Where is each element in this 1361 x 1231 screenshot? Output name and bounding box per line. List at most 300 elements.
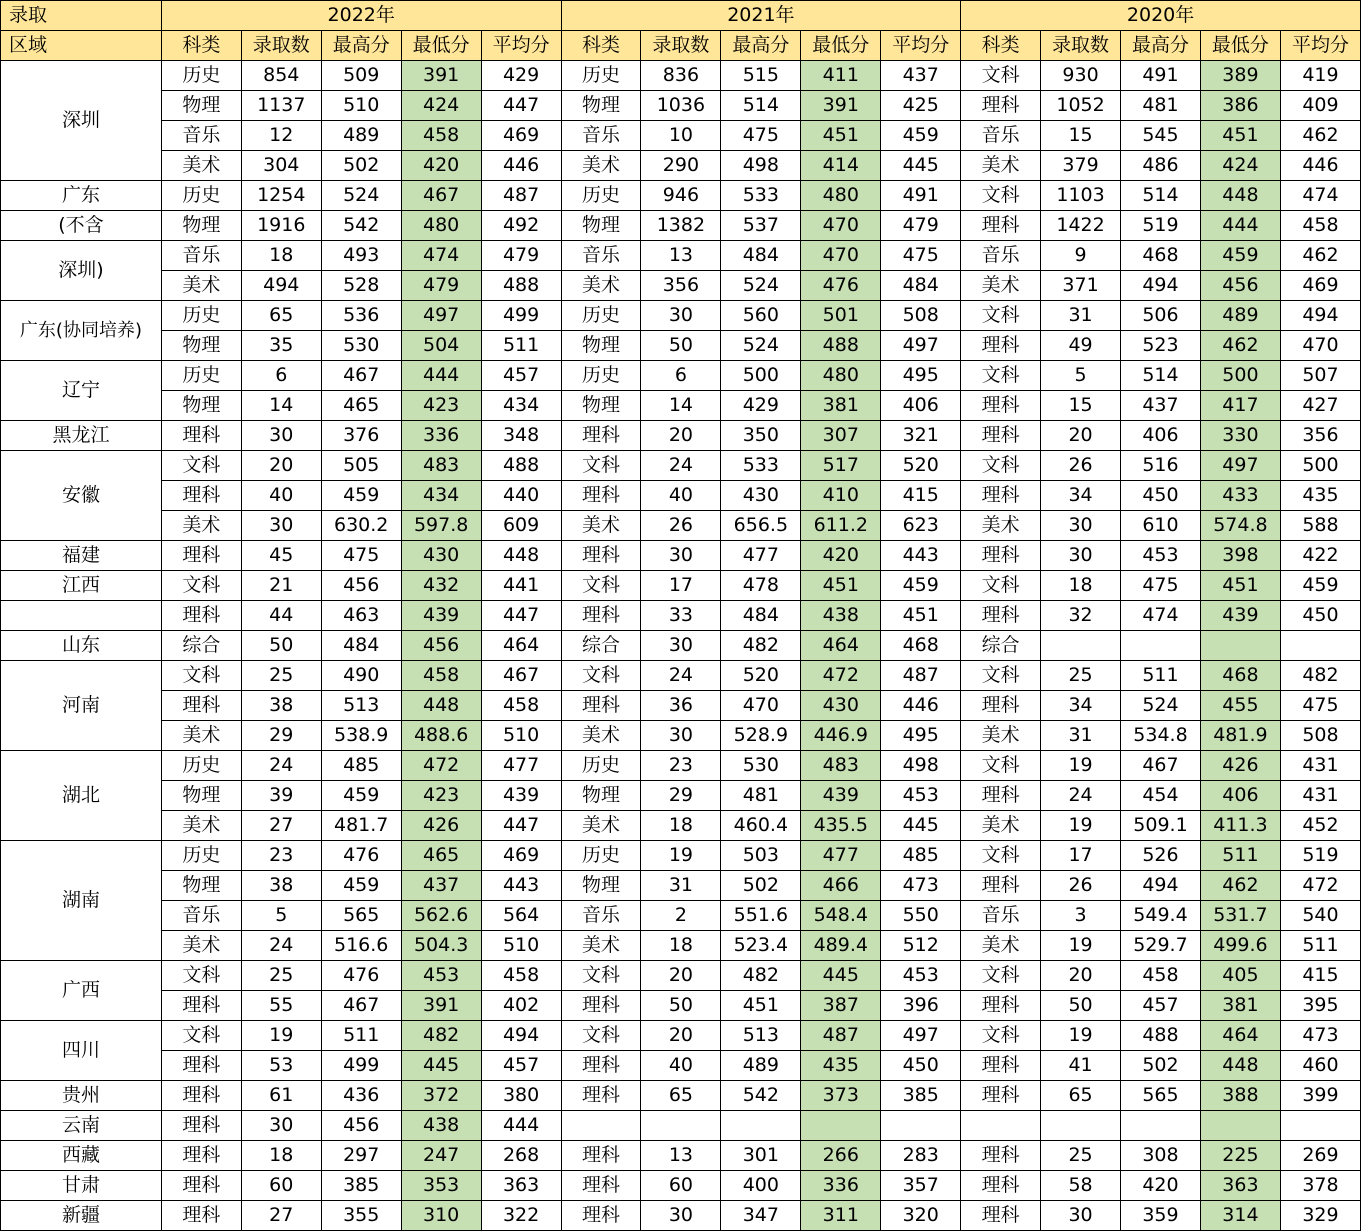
- table-row: [1, 1111, 1361, 1141]
- 2020-max-score-cell: 529.7: [1121, 931, 1201, 961]
- 2020-subject-cell: 文科: [961, 361, 1041, 391]
- 2021-min-score-cell: 464: [801, 631, 881, 661]
- 2022-min-score-cell: 430: [401, 541, 481, 571]
- 2022-admitted-cell: 5: [241, 901, 321, 931]
- 2021-subject-cell: 音乐: [561, 241, 641, 271]
- 2020-min-score-cell: 433: [1200, 481, 1280, 511]
- 2022-admitted-cell: 1254: [241, 181, 321, 211]
- 2020-avg-score-cell: 494: [1280, 301, 1360, 331]
- table-row: [1, 391, 1361, 421]
- 2021-admitted-cell: 24: [641, 451, 721, 481]
- 2022-admitted-cell: 35: [241, 331, 321, 361]
- 2020-min-score-cell: 468: [1200, 661, 1280, 691]
- 2022-min-score-cell: 247: [401, 1141, 481, 1171]
- 2020-subject-cell: 美术: [961, 151, 1041, 181]
- 2021-subject-cell: 文科: [561, 661, 641, 691]
- 2022-avg-score-cell: 439: [481, 781, 561, 811]
- 2021-subject-cell: 历史: [561, 361, 641, 391]
- region-cell: 甘肃: [1, 1171, 162, 1201]
- 2021-min-score-cell: 446.9: [801, 721, 881, 751]
- 2021-avg-score-cell: 320: [881, 1201, 961, 1231]
- 2022-max-score-cell: 509: [321, 61, 401, 91]
- 2022-admitted-cell: 20: [241, 451, 321, 481]
- table-row: [1, 151, 1361, 181]
- 2021-subject-cell: 理科: [561, 541, 641, 571]
- 2022-max-score-cell: 565: [321, 901, 401, 931]
- 2020-max-score-cell: [1121, 631, 1201, 661]
- column-header-subject: 科类: [561, 31, 641, 61]
- table-row: [1, 751, 1361, 781]
- 2021-subject-cell: 理科: [561, 691, 641, 721]
- 2022-min-score-cell: 372: [401, 1081, 481, 1111]
- 2020-avg-score-cell: 511: [1280, 931, 1360, 961]
- 2022-avg-score-cell: 402: [481, 991, 561, 1021]
- 2022-max-score-cell: 493: [321, 241, 401, 271]
- 2021-avg-score-cell: 437: [881, 61, 961, 91]
- 2020-max-score-cell: 514: [1121, 181, 1201, 211]
- 2020-avg-score-cell: 435: [1280, 481, 1360, 511]
- 2022-max-score-cell: 355: [321, 1201, 401, 1231]
- 2022-max-score-cell: 516.6: [321, 931, 401, 961]
- 2020-admitted-cell: 25: [1041, 1141, 1121, 1171]
- 2020-max-score-cell: 514: [1121, 361, 1201, 391]
- 2020-min-score-cell: 398: [1200, 541, 1280, 571]
- 2020-avg-score-cell: 507: [1280, 361, 1360, 391]
- 2021-admitted-cell: 20: [641, 1021, 721, 1051]
- 2020-subject-cell: 文科: [961, 451, 1041, 481]
- table-row: [1, 481, 1361, 511]
- 2020-max-score-cell: 524: [1121, 691, 1201, 721]
- 2021-admitted-cell: 20: [641, 961, 721, 991]
- 2022-admitted-cell: 304: [241, 151, 321, 181]
- 2022-admitted-cell: 854: [241, 61, 321, 91]
- 2020-avg-score-cell: 540: [1280, 901, 1360, 931]
- 2020-max-score-cell: 359: [1121, 1201, 1201, 1231]
- 2022-min-score-cell: 424: [401, 91, 481, 121]
- 2022-avg-score-cell: 467: [481, 661, 561, 691]
- 2021-avg-score-cell: 484: [881, 271, 961, 301]
- 2021-admitted-cell: 30: [641, 541, 721, 571]
- 2022-subject-cell: 理科: [161, 991, 241, 1021]
- 2022-avg-score-cell: 457: [481, 361, 561, 391]
- 2020-min-score-cell: 388: [1200, 1081, 1280, 1111]
- 2020-subject-cell: [961, 1111, 1041, 1141]
- region-cell: 江西: [1, 571, 162, 601]
- 2021-min-score-cell: 489.4: [801, 931, 881, 961]
- 2020-subject-cell: 理科: [961, 1081, 1041, 1111]
- 2021-subject-cell: 文科: [561, 451, 641, 481]
- table-row: [1, 121, 1361, 151]
- 2021-max-score-cell: 477: [721, 541, 801, 571]
- 2021-admitted-cell: 36: [641, 691, 721, 721]
- 2021-max-score-cell: 515: [721, 61, 801, 91]
- table-row: [1, 451, 1361, 481]
- 2020-avg-score-cell: 519: [1280, 841, 1360, 871]
- table-row: [1, 721, 1361, 751]
- region-cell: 广东: [1, 181, 162, 211]
- 2020-subject-cell: 理科: [961, 391, 1041, 421]
- 2022-max-score-cell: 456: [321, 1111, 401, 1141]
- 2022-subject-cell: 文科: [161, 1021, 241, 1051]
- 2022-subject-cell: 历史: [161, 181, 241, 211]
- 2022-subject-cell: 历史: [161, 301, 241, 331]
- table-row: [1, 1021, 1361, 1051]
- 2020-admitted-cell: 58: [1041, 1171, 1121, 1201]
- 2022-subject-cell: 文科: [161, 571, 241, 601]
- 2022-min-score-cell: 488.6: [401, 721, 481, 751]
- 2022-avg-score-cell: 488: [481, 271, 561, 301]
- 2022-admitted-cell: 24: [241, 931, 321, 961]
- 2020-max-score-cell: 610: [1121, 511, 1201, 541]
- region-cell: 湖南: [1, 841, 162, 961]
- 2021-min-score-cell: 438: [801, 601, 881, 631]
- 2020-subject-cell: 理科: [961, 1171, 1041, 1201]
- 2020-min-score-cell: 451: [1200, 571, 1280, 601]
- 2021-avg-score-cell: 495: [881, 721, 961, 751]
- 2021-admitted-cell: 29: [641, 781, 721, 811]
- 2021-min-score-cell: 387: [801, 991, 881, 1021]
- 2021-subject-cell: 理科: [561, 421, 641, 451]
- 2020-min-score-cell: 406: [1200, 781, 1280, 811]
- region-cell: 四川: [1, 1021, 162, 1081]
- 2021-max-score-cell: 542: [721, 1081, 801, 1111]
- 2022-max-score-cell: 385: [321, 1171, 401, 1201]
- 2022-avg-score-cell: 447: [481, 91, 561, 121]
- 2021-min-score-cell: 336: [801, 1171, 881, 1201]
- 2021-avg-score-cell: 357: [881, 1171, 961, 1201]
- 2022-min-score-cell: 467: [401, 181, 481, 211]
- 2020-admitted-cell: 34: [1041, 481, 1121, 511]
- 2021-avg-score-cell: 475: [881, 241, 961, 271]
- 2020-admitted-cell: 17: [1041, 841, 1121, 871]
- 2020-avg-score-cell: 462: [1280, 241, 1360, 271]
- 2022-admitted-cell: 38: [241, 691, 321, 721]
- 2022-min-score-cell: 456: [401, 631, 481, 661]
- 2020-admitted-cell: 15: [1041, 121, 1121, 151]
- 2020-avg-score-cell: 469: [1280, 271, 1360, 301]
- 2022-subject-cell: 理科: [161, 541, 241, 571]
- 2020-admitted-cell: 30: [1041, 541, 1121, 571]
- 2021-admitted-cell: [641, 1111, 721, 1141]
- 2022-max-score-cell: 475: [321, 541, 401, 571]
- 2021-subject-cell: 理科: [561, 991, 641, 1021]
- 2022-subject-cell: 文科: [161, 961, 241, 991]
- 2021-admitted-cell: 1036: [641, 91, 721, 121]
- table-row: [1, 271, 1361, 301]
- 2020-subject-cell: 美术: [961, 511, 1041, 541]
- 2022-max-score-cell: 476: [321, 961, 401, 991]
- 2022-subject-cell: 理科: [161, 1171, 241, 1201]
- 2020-min-score-cell: 481.9: [1200, 721, 1280, 751]
- 2022-admitted-cell: 40: [241, 481, 321, 511]
- 2021-min-score-cell: 472: [801, 661, 881, 691]
- 2022-admitted-cell: 19: [241, 1021, 321, 1051]
- 2022-max-score-cell: 538.9: [321, 721, 401, 751]
- 2022-avg-score-cell: 457: [481, 1051, 561, 1081]
- table-row: [1, 661, 1361, 691]
- 2021-min-score-cell: 470: [801, 211, 881, 241]
- 2022-avg-score-cell: 510: [481, 721, 561, 751]
- 2020-admitted-cell: [1041, 1111, 1121, 1141]
- 2020-avg-score-cell: 459: [1280, 571, 1360, 601]
- region-cell: 广西: [1, 961, 162, 1021]
- 2022-max-score-cell: 505: [321, 451, 401, 481]
- 2020-admitted-cell: 41: [1041, 1051, 1121, 1081]
- 2021-avg-score-cell: 445: [881, 151, 961, 181]
- 2021-avg-score-cell: 415: [881, 481, 961, 511]
- 2021-min-score-cell: 483: [801, 751, 881, 781]
- 2021-max-score-cell: 524: [721, 331, 801, 361]
- 2022-admitted-cell: 27: [241, 1201, 321, 1231]
- 2021-admitted-cell: 26: [641, 511, 721, 541]
- table-body: [1, 61, 1361, 1231]
- 2022-min-score-cell: 480: [401, 211, 481, 241]
- 2022-subject-cell: 理科: [161, 1111, 241, 1141]
- 2020-admitted-cell: 20: [1041, 961, 1121, 991]
- 2022-admitted-cell: 23: [241, 841, 321, 871]
- 2021-min-score-cell: 311: [801, 1201, 881, 1231]
- table-row: [1, 331, 1361, 361]
- table-row: [1, 691, 1361, 721]
- 2021-min-score-cell: 420: [801, 541, 881, 571]
- 2022-admitted-cell: 27: [241, 811, 321, 841]
- 2021-max-score-cell: 347: [721, 1201, 801, 1231]
- 2020-avg-score-cell: 395: [1280, 991, 1360, 1021]
- 2022-min-score-cell: 420: [401, 151, 481, 181]
- 2021-admitted-cell: 13: [641, 241, 721, 271]
- 2020-subject-cell: 理科: [961, 1141, 1041, 1171]
- table-row: [1, 901, 1361, 931]
- 2020-avg-score-cell: 482: [1280, 661, 1360, 691]
- 2022-max-score-cell: 476: [321, 841, 401, 871]
- 2021-avg-score-cell: 451: [881, 601, 961, 631]
- 2021-admitted-cell: 30: [641, 301, 721, 331]
- 2020-max-score-cell: 420: [1121, 1171, 1201, 1201]
- 2021-avg-score-cell: [881, 1111, 961, 1141]
- 2020-subject-cell: 音乐: [961, 901, 1041, 931]
- 2020-subject-cell: 理科: [961, 481, 1041, 511]
- 2022-max-score-cell: 459: [321, 481, 401, 511]
- 2021-subject-cell: 综合: [561, 631, 641, 661]
- 2021-avg-score-cell: 550: [881, 901, 961, 931]
- 2022-subject-cell: 理科: [161, 1201, 241, 1231]
- 2022-min-score-cell: 426: [401, 811, 481, 841]
- 2021-avg-score-cell: 385: [881, 1081, 961, 1111]
- 2020-min-score-cell: 314: [1200, 1201, 1280, 1231]
- 2022-subject-cell: 历史: [161, 361, 241, 391]
- 2020-admitted-cell: 26: [1041, 451, 1121, 481]
- 2021-min-score-cell: 307: [801, 421, 881, 451]
- 2020-admitted-cell: 19: [1041, 1021, 1121, 1051]
- 2022-subject-cell: 理科: [161, 691, 241, 721]
- 2022-admitted-cell: 25: [241, 661, 321, 691]
- table-row: [1, 991, 1361, 1021]
- 2022-max-score-cell: 511: [321, 1021, 401, 1051]
- 2021-admitted-cell: 836: [641, 61, 721, 91]
- 2020-avg-score-cell: 475: [1280, 691, 1360, 721]
- 2020-avg-score-cell: 508: [1280, 721, 1360, 751]
- 2022-min-score-cell: 423: [401, 391, 481, 421]
- 2021-subject-cell: 美术: [561, 511, 641, 541]
- region-cell: 贵州: [1, 1081, 162, 1111]
- 2021-admitted-cell: 2: [641, 901, 721, 931]
- 2022-max-score-cell: 490: [321, 661, 401, 691]
- 2020-subject-cell: 文科: [961, 1021, 1041, 1051]
- 2022-avg-score-cell: 469: [481, 121, 561, 151]
- table-row: [1, 571, 1361, 601]
- 2022-admitted-cell: 1916: [241, 211, 321, 241]
- 2021-subject-cell: 理科: [561, 1081, 641, 1111]
- 2022-subject-cell: 文科: [161, 451, 241, 481]
- 2020-min-score-cell: 330: [1200, 421, 1280, 451]
- column-header-min: 最低分: [801, 31, 881, 61]
- 2021-avg-score-cell: 497: [881, 331, 961, 361]
- 2020-admitted-cell: 18: [1041, 571, 1121, 601]
- region-cell: 西藏: [1, 1141, 162, 1171]
- 2021-admitted-cell: 20: [641, 421, 721, 451]
- 2022-max-score-cell: 481.7: [321, 811, 401, 841]
- 2020-max-score-cell: 406: [1121, 421, 1201, 451]
- table-row: [1, 781, 1361, 811]
- 2021-avg-score-cell: 453: [881, 961, 961, 991]
- 2021-subject-cell: 理科: [561, 601, 641, 631]
- 2022-admitted-cell: 30: [241, 511, 321, 541]
- 2021-avg-score-cell: 487: [881, 661, 961, 691]
- 2021-max-score-cell: 481: [721, 781, 801, 811]
- 2021-avg-score-cell: 446: [881, 691, 961, 721]
- 2021-avg-score-cell: 453: [881, 781, 961, 811]
- 2020-subject-cell: 美术: [961, 811, 1041, 841]
- 2021-subject-cell: 物理: [561, 781, 641, 811]
- 2022-max-score-cell: 297: [321, 1141, 401, 1171]
- column-header-subject: 科类: [961, 31, 1041, 61]
- 2020-admitted-cell: 50: [1041, 991, 1121, 1021]
- 2022-admitted-cell: 44: [241, 601, 321, 631]
- 2022-min-score-cell: 504.3: [401, 931, 481, 961]
- 2021-min-score-cell: 501: [801, 301, 881, 331]
- 2021-avg-score-cell: 520: [881, 451, 961, 481]
- 2022-admitted-cell: 1137: [241, 91, 321, 121]
- 2020-admitted-cell: 34: [1041, 691, 1121, 721]
- 2020-avg-score-cell: 452: [1280, 811, 1360, 841]
- 2020-max-score-cell: 488: [1121, 1021, 1201, 1051]
- table-row: [1, 811, 1361, 841]
- region-cell: 深圳: [1, 61, 162, 181]
- 2022-admitted-cell: 18: [241, 1141, 321, 1171]
- 2021-avg-score-cell: 445: [881, 811, 961, 841]
- table-row: [1, 91, 1361, 121]
- 2020-max-score-cell: 481: [1121, 91, 1201, 121]
- year-2020-header: 2020年: [961, 1, 1361, 31]
- 2022-max-score-cell: 524: [321, 181, 401, 211]
- 2021-max-score-cell: 533: [721, 181, 801, 211]
- 2022-avg-score-cell: 363: [481, 1171, 561, 1201]
- table-row: [1, 1201, 1361, 1231]
- 2020-subject-cell: 理科: [961, 421, 1041, 451]
- 2020-admitted-cell: 19: [1041, 751, 1121, 781]
- 2022-admitted-cell: 12: [241, 121, 321, 151]
- 2021-max-score-cell: 484: [721, 601, 801, 631]
- region-cell: 新疆: [1, 1201, 162, 1231]
- 2020-max-score-cell: 453: [1121, 541, 1201, 571]
- 2020-admitted-cell: 31: [1041, 721, 1121, 751]
- 2022-avg-score-cell: 348: [481, 421, 561, 451]
- 2022-max-score-cell: 484: [321, 631, 401, 661]
- 2021-avg-score-cell: 321: [881, 421, 961, 451]
- 2021-max-score-cell: 500: [721, 361, 801, 391]
- 2022-avg-score-cell: 440: [481, 481, 561, 511]
- region-cell: 安徽: [1, 451, 162, 541]
- 2020-max-score-cell: 511: [1121, 661, 1201, 691]
- 2021-admitted-cell: 13: [641, 1141, 721, 1171]
- 2020-avg-score-cell: 329: [1280, 1201, 1360, 1231]
- 2020-admitted-cell: 49: [1041, 331, 1121, 361]
- 2022-max-score-cell: 436: [321, 1081, 401, 1111]
- 2021-subject-cell: 理科: [561, 1201, 641, 1231]
- 2022-min-score-cell: 458: [401, 661, 481, 691]
- 2020-min-score-cell: 448: [1200, 1051, 1280, 1081]
- 2021-admitted-cell: 1382: [641, 211, 721, 241]
- 2020-max-score-cell: 534.8: [1121, 721, 1201, 751]
- table-row: [1, 511, 1361, 541]
- column-header-row: [1, 31, 1361, 61]
- 2020-admitted-cell: 1422: [1041, 211, 1121, 241]
- 2020-subject-cell: 文科: [961, 751, 1041, 781]
- 2020-subject-cell: 美术: [961, 721, 1041, 751]
- 2021-max-score-cell: 475: [721, 121, 801, 151]
- 2021-max-score-cell: 656.5: [721, 511, 801, 541]
- 2021-subject-cell: 理科: [561, 1051, 641, 1081]
- 2022-avg-score-cell: 479: [481, 241, 561, 271]
- 2020-admitted-cell: 1052: [1041, 91, 1121, 121]
- column-header-admitted: 录取数: [241, 31, 321, 61]
- 2021-admitted-cell: 40: [641, 1051, 721, 1081]
- 2021-min-score-cell: 480: [801, 181, 881, 211]
- column-header-max: 最高分: [1121, 31, 1201, 61]
- 2020-min-score-cell: 225: [1200, 1141, 1280, 1171]
- 2020-min-score-cell: 455: [1200, 691, 1280, 721]
- 2022-admitted-cell: 29: [241, 721, 321, 751]
- 2020-max-score-cell: 502: [1121, 1051, 1201, 1081]
- 2020-avg-score-cell: 472: [1280, 871, 1360, 901]
- 2020-avg-score-cell: 378: [1280, 1171, 1360, 1201]
- 2020-avg-score-cell: 431: [1280, 781, 1360, 811]
- table-row: [1, 301, 1361, 331]
- region-cell: 广东(协同培养): [1, 301, 162, 361]
- 2020-max-score-cell: 454: [1121, 781, 1201, 811]
- 2022-admitted-cell: 30: [241, 421, 321, 451]
- 2021-max-score-cell: 430: [721, 481, 801, 511]
- 2021-min-score-cell: 451: [801, 571, 881, 601]
- 2020-min-score-cell: 386: [1200, 91, 1280, 121]
- 2021-min-score-cell: 548.4: [801, 901, 881, 931]
- corner-top-label: 录取: [1, 1, 162, 31]
- 2020-avg-score-cell: 460: [1280, 1051, 1360, 1081]
- 2021-subject-cell: 历史: [561, 181, 641, 211]
- 2022-avg-score-cell: 434: [481, 391, 561, 421]
- 2022-max-score-cell: 465: [321, 391, 401, 421]
- 2021-avg-score-cell: 443: [881, 541, 961, 571]
- 2021-subject-cell: 文科: [561, 1021, 641, 1051]
- 2020-min-score-cell: 462: [1200, 331, 1280, 361]
- 2022-admitted-cell: 39: [241, 781, 321, 811]
- table-row: [1, 841, 1361, 871]
- 2022-max-score-cell: 542: [321, 211, 401, 241]
- 2022-admitted-cell: 24: [241, 751, 321, 781]
- 2020-subject-cell: 理科: [961, 601, 1041, 631]
- 2022-admitted-cell: 30: [241, 1111, 321, 1141]
- 2020-subject-cell: 文科: [961, 571, 1041, 601]
